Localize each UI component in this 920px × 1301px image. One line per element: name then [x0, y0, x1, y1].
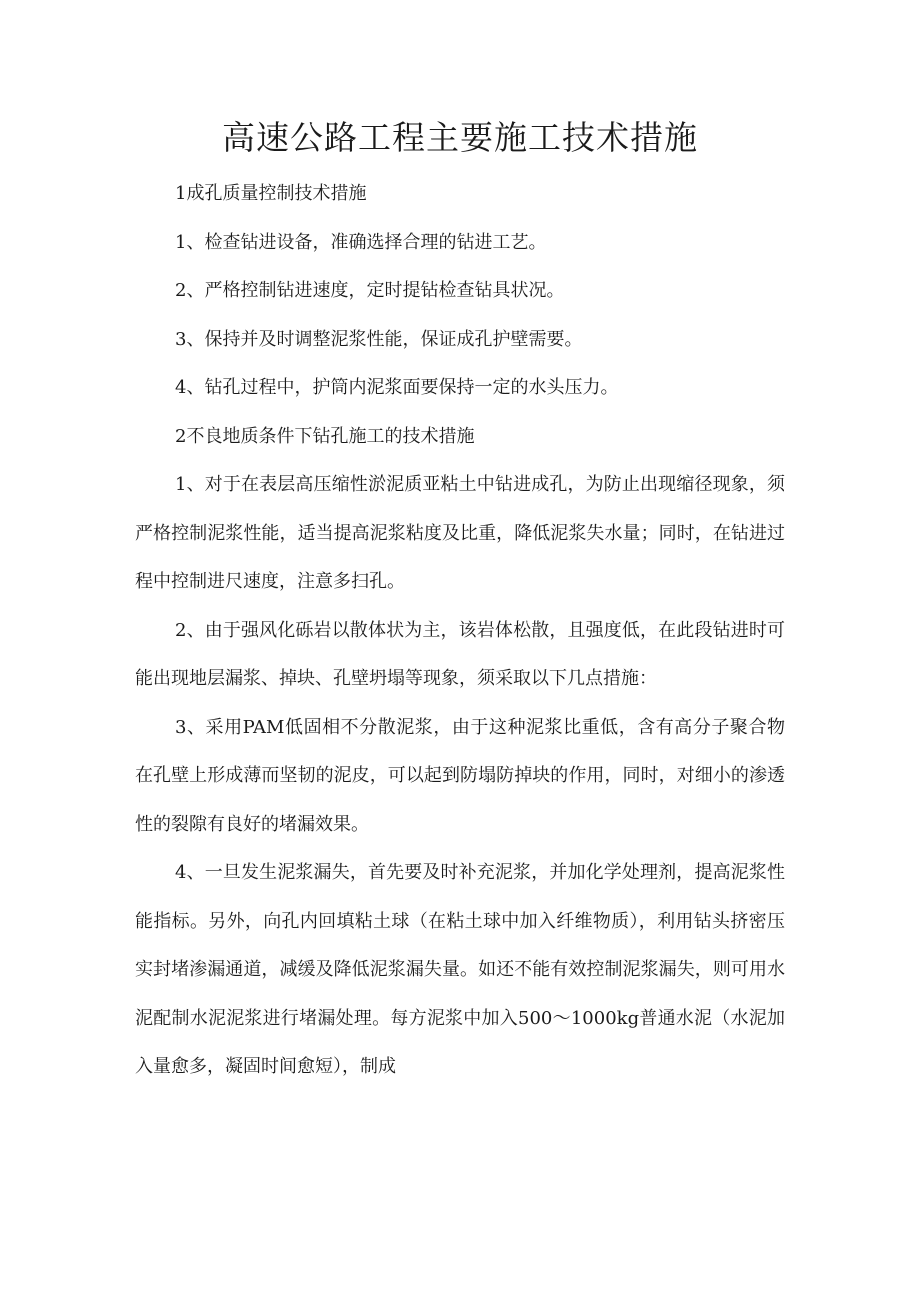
- section-heading-2: 2不良地质条件下钻孔施工的技术措施: [175, 425, 475, 447]
- paragraph: 3、保持并及时调整泥浆性能，保证成孔护壁需要。: [175, 328, 583, 350]
- paragraph: 1、对于在表层高压缩性淤泥质亚粘土中钻进成孔，为防止出现缩径现象，须严格控制泥浆性能，适当提高泥浆粘度及比重，降低泥浆失水量；同时，在钻进过程中控制进尺速度，注意多扫孔。: [135, 474, 785, 592]
- paragraph: 3、采用PAM低固相不分散泥浆，由于这种泥浆比重低，含有高分子聚合物在孔壁上形成薄而坚韧的泥皮，可以起到防塌防掉块的作用，同时，对细小的渗透性的裂隙有良好的堵漏效果。: [135, 716, 785, 835]
- paragraph: 2、严格控制钻进速度，定时提钻检查钻具状况。: [175, 280, 565, 301]
- paragraph: 2、由于强风化砾岩以散体状为主，该岩体松散，且强度低，在此段钻进时可能出现地层漏浆、掉块、孔壁坍塌等现象，须采取以下几点措施：: [135, 619, 785, 689]
- section-heading-1: 1成孔质量控制技术措施: [175, 183, 367, 204]
- paragraph: 4、钻孔过程中，护筒内泥浆面要保持一定的水头压力。: [175, 377, 619, 398]
- document-body: [135, 170, 785, 1092]
- paragraph: 4、一旦发生泥浆漏失，首先要及时补充泥浆，并加化学处理剂，提高泥浆性能指标。另外，向孔内回填粘土球（在粘土球中加入纤维物质），利用钻头挤密压实封堵渗漏通道，减缓及降低泥浆漏失量。如还不能有效控制泥浆漏失，则可用水泥配制水泥泥浆进行堵漏处理。每方泥浆中加入500～1000kg普通水泥（水泥加入量愈多，凝固时间愈短），制成: [135, 862, 785, 1077]
- document-title: 高速公路工程主要施工技术措施: [222, 118, 698, 157]
- paragraph: 1、检查钻进设备，准确选择合理的钻进工艺。: [175, 231, 547, 253]
